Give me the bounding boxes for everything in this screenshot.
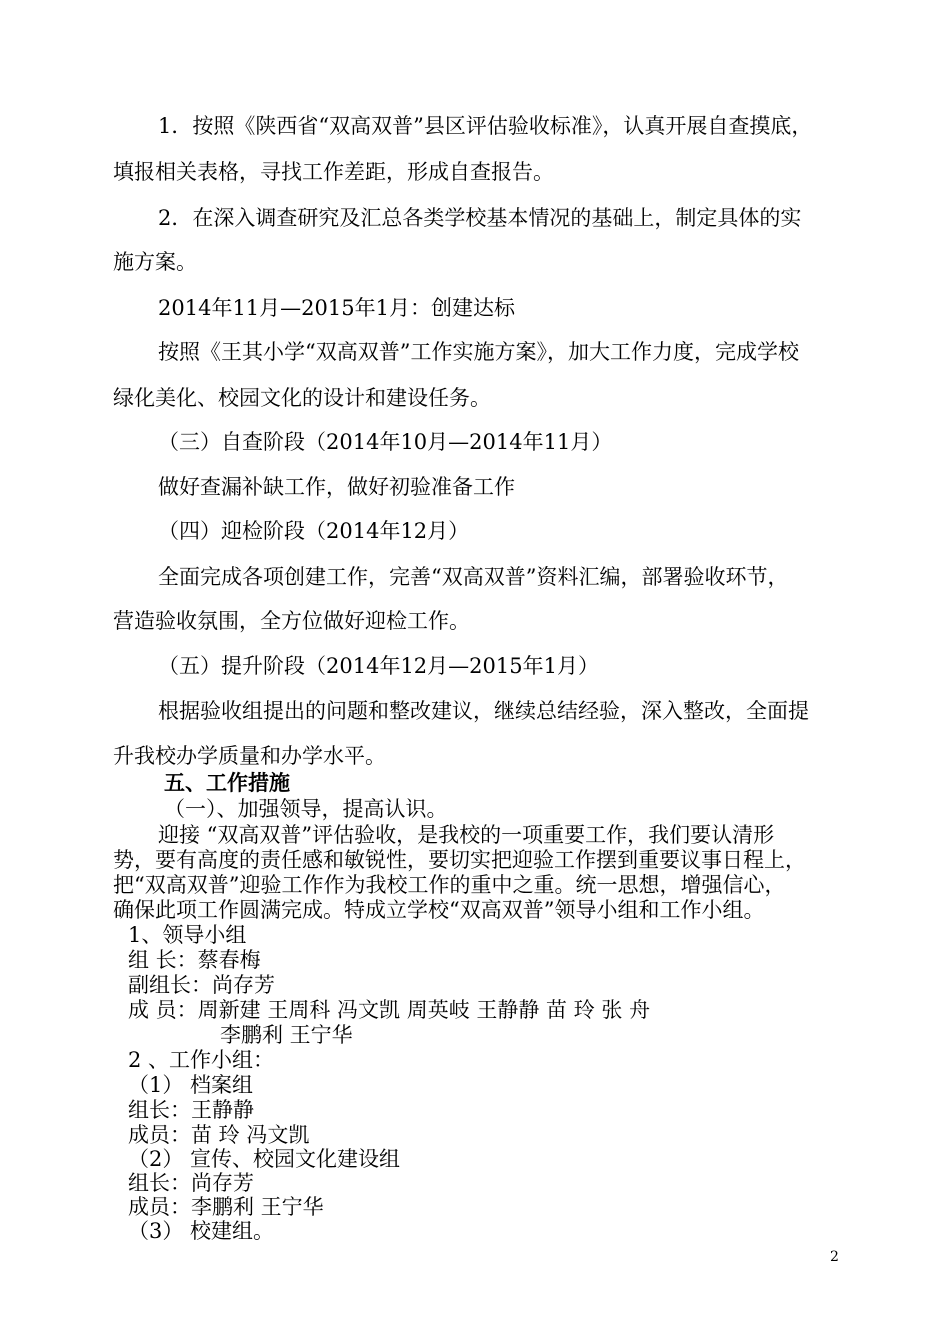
text-line: 2014年11月—2015年1月：创建达标 (158, 296, 515, 320)
text-line: 升我校办学质量和办学水平。 (113, 744, 386, 768)
text-line: 确保此项工作圆满完成。特成立学校“双高双普”领导小组和工作小组。 (113, 898, 765, 922)
text-line: 成 员：周新建 王周科 冯文凯 周英岐 王静静 苗 玲 张 舟 (128, 998, 651, 1022)
text-line: 根据验收组提出的问题和整改建议，继续总结经验，深入整改，全面提 (158, 699, 809, 723)
text-line: 势，要有高度的责任感和敏锐性，要切实把迎验工作摆到重要议事日程上， (113, 848, 806, 872)
text-line: 组 长：蔡春梅 (128, 948, 261, 972)
text-line: 全面完成各项创建工作，完善“双高双普”资料汇编，部署验收环节， (158, 565, 789, 589)
text-line: 2．在深入调查研究及汇总各类学校基本情况的基础上，制定具体的实 (158, 206, 802, 230)
text-line: （3） 校建组。 (128, 1219, 275, 1243)
text-line: 李鹏利 王宁华 (220, 1023, 353, 1047)
text-line: （一）、加强领导，提高认识。 (164, 797, 448, 821)
text-line: 成员：苗 玲 冯文凯 (128, 1123, 310, 1147)
section-title: 五、工作措施 (164, 770, 290, 795)
text-line: 副组长：尚存芳 (128, 973, 275, 997)
text-line: 营造验收氛围，全方位做好迎检工作。 (113, 609, 470, 633)
section-heading: （五）提升阶段（2014年12月—2015年1月） (158, 654, 599, 678)
text-line: 按照《王其小学“双高双普”工作实施方案》，加大工作力度，完成学校 (158, 340, 799, 364)
text-line: 迎接 “双高双普”评估验收，是我校的一项重要工作，我们要认清形 (158, 823, 775, 847)
text-line: （2） 宣传、校园文化建设组 (128, 1147, 401, 1171)
text-line: 组长：尚存芳 (128, 1171, 254, 1195)
section-heading: （四）迎检阶段（2014年12月） (158, 519, 470, 543)
text-line: 绿化美化、校园文化的设计和建设任务。 (113, 386, 491, 410)
text-line: 1、领导小组 (128, 923, 247, 947)
text-line: 1．按照《陕西省“双高双普”县区评估验收标准》，认真开展自查摸底， (158, 114, 813, 138)
text-line: 把“双高双普”迎验工作作为我校工作的重中之重。统一思想，增强信心， (113, 873, 786, 897)
text-line: 成员：李鹏利 王宁华 (128, 1195, 324, 1219)
text-line: 填报相关表格，寻找工作差距，形成自查报告。 (113, 160, 554, 184)
text-line: 2 、工作小组： (128, 1048, 275, 1072)
text-line: 组长：王静静 (128, 1098, 254, 1122)
text-line: 施方案。 (113, 250, 197, 274)
text-line: （1） 档案组 (128, 1073, 254, 1097)
page-number: 2 (830, 1249, 839, 1265)
text-line: 做好查漏补缺工作，做好初验准备工作 (158, 475, 515, 499)
section-heading: （三）自查阶段（2014年10月—2014年11月） (158, 430, 613, 454)
